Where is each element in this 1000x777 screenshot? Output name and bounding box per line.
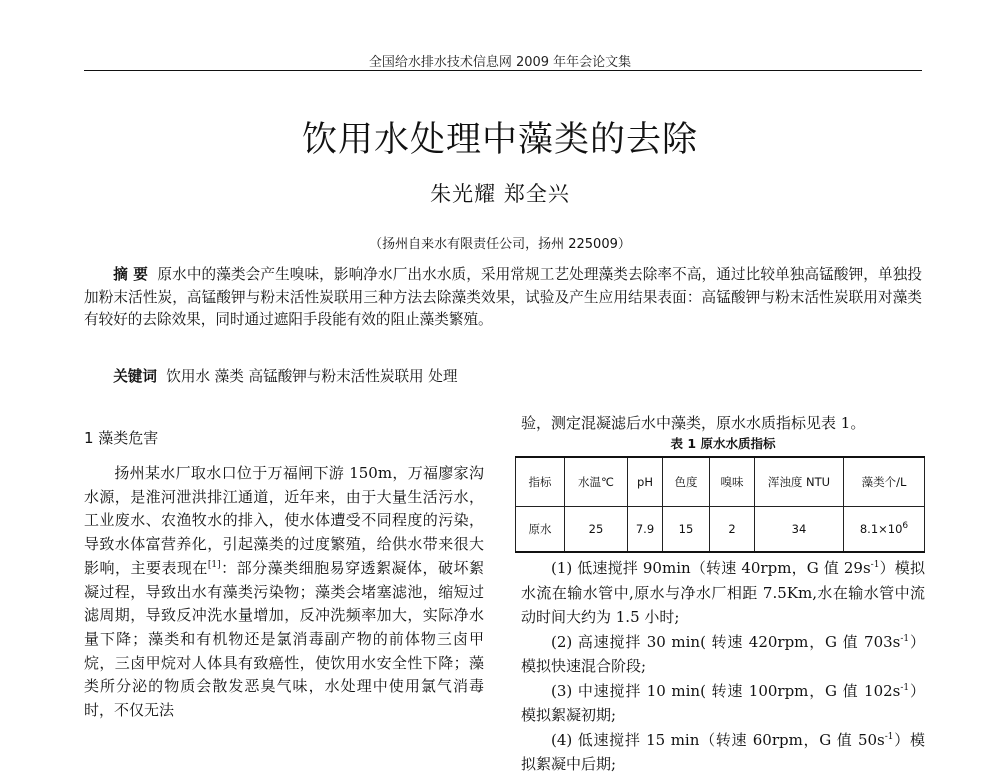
table-row bbox=[516, 507, 925, 553]
header-rule bbox=[84, 70, 922, 71]
table-cell: 15 bbox=[663, 507, 710, 553]
step-text: ）模拟絮凝初期; bbox=[521, 681, 925, 724]
step-item bbox=[521, 556, 925, 630]
table-cell: 7.9 bbox=[628, 507, 663, 553]
keywords-label: 关键词 bbox=[113, 368, 157, 385]
table-cell: 34 bbox=[755, 507, 844, 553]
paragraph-text-b: ：部分藻类细胞易穿透絮凝体，破坏絮凝过程，导致出水有藻类污染物；藻类会堵塞滤池，缩短过滤周期，导致反冲洗水量增加，反冲洗频率加大，实际净水量下降；藻类和有机物还是氯消毒副产物的前体物三卤甲烷，三卤甲烷对人体具有致癌性，使饮用水安全性下降；藻类所分泌的物质会散发恶臭气味，水处理中使用氯气消毒时，不仅无法 bbox=[84, 558, 484, 720]
step-item bbox=[521, 679, 925, 728]
step-sup: -1 bbox=[900, 633, 910, 644]
step-sup: -1 bbox=[884, 731, 894, 742]
running-header: 全国给水排水技术信息网 2009 年年会论文集 bbox=[368, 55, 632, 70]
step-text: (1) 低速搅拌 90min（转速 40rpm，G 值 29s bbox=[551, 559, 871, 577]
step-text: (2) 高速搅拌 30 min( 转速 420rpm，G 值 703s bbox=[551, 632, 901, 651]
table-header-cell: 水温℃ bbox=[565, 457, 628, 507]
keywords-text: 饮用水 藻类 高锰酸钾与粉末活性炭联用 处理 bbox=[166, 368, 458, 385]
step-text: (4) 低速搅拌 15 min（转速 60rpm，G 值 50s bbox=[551, 730, 885, 749]
abstract-label: 摘 要 bbox=[113, 266, 148, 283]
step-sup: -1 bbox=[900, 682, 910, 693]
stirring-steps bbox=[521, 556, 925, 777]
table-cell bbox=[844, 507, 925, 553]
affiliation: （扬州自来水有限责任公司，扬州 225009） bbox=[369, 237, 631, 252]
citation-ref[interactable]: [1] bbox=[207, 559, 221, 570]
step-item bbox=[521, 630, 925, 679]
table-1-caption: 表 1 原水水质指标 bbox=[670, 436, 776, 451]
section-1-paragraph bbox=[84, 462, 484, 723]
step-text: ）模拟絮凝中后期; bbox=[521, 730, 925, 773]
step-text: ）模拟水流在输水管中,原水与净水厂相距 7.5Km,水在输水管中流动时间大约为 1.5 小时; bbox=[521, 559, 925, 626]
table-cell: 2 bbox=[710, 507, 755, 553]
step-item bbox=[521, 728, 925, 777]
paper-title: 饮用水处理中藻类的去除 bbox=[301, 120, 698, 160]
abstract-text: 原水中的藻类会产生嗅味，影响净水厂出水水质，采用常规工艺处理藻类去除率不高，通过比较单独高锰酸钾，单独投加粉末活性炭，高锰酸钾与粉末活性炭联用三种方法去除藻类效果，试验及产生应用结果表面：高锰酸钾与粉末活性炭联用对藻类有较好的去除效果，同时通过遮阳手段能有效的阻止藻类繁殖。 bbox=[84, 266, 922, 328]
step-sup: -1 bbox=[870, 560, 880, 570]
table-cell: 25 bbox=[565, 507, 628, 553]
algae-count: 8.1×10 bbox=[859, 522, 903, 536]
keywords bbox=[84, 366, 922, 388]
authors: 朱光耀 郑全兴 bbox=[430, 182, 570, 206]
abstract bbox=[84, 264, 922, 332]
table-header-cell: 浑浊度 NTU bbox=[755, 457, 844, 507]
table-header-cell: 指标 bbox=[516, 457, 565, 507]
algae-exponent: 6 bbox=[902, 521, 909, 532]
table-header-cell: 藻类个/L bbox=[844, 457, 925, 507]
paragraph-text-a: 扬州某水厂取水口位于万福闸下游 150m，万福廖家沟水源，是淮河泄洪排江通道，近年来，由于大量生活污水，工业废水、农渔牧水的排入，使水体遭受不同程度的污染，导致水体富营养化，引起藻类的过度繁殖，给供水带来很大影响，主要表现在 bbox=[84, 464, 484, 577]
table-header-cell: pH bbox=[628, 457, 663, 507]
step-text: (3) 中速搅拌 10 min( 转速 100rpm，G 值 102s bbox=[551, 681, 901, 700]
table-header-cell: 嗅味 bbox=[710, 457, 755, 507]
table-header-row bbox=[516, 457, 925, 507]
table-cell: 原水 bbox=[516, 507, 565, 553]
step-text: ）模拟快速混合阶段; bbox=[521, 632, 925, 675]
table-1 bbox=[515, 456, 925, 553]
table-header-cell: 色度 bbox=[663, 457, 710, 507]
right-column-intro: 验，测定混凝滤后水中藻类，原水水质指标见表 1。 bbox=[521, 414, 866, 432]
section-1-heading: 1 藻类危害 bbox=[84, 429, 159, 447]
